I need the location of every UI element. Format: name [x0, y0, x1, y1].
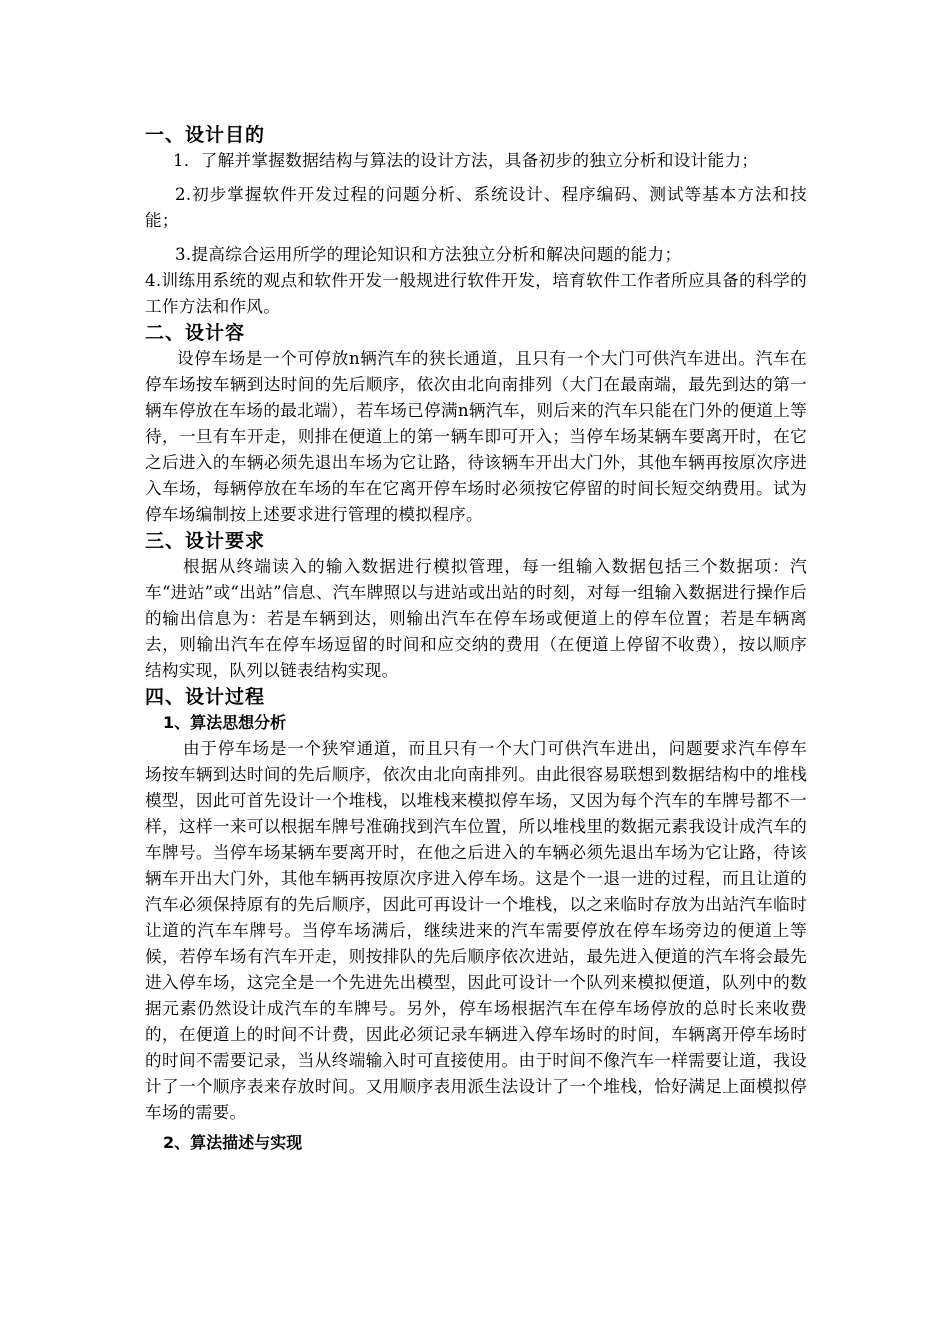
section-heading-requirements: 三、设计要求	[145, 530, 266, 552]
subheading-algorithm-description: 2、算法描述与实现	[163, 1133, 303, 1152]
purpose-item-3: 3.提高综合运用所学的理论知识和方法独立分析和解决问题的能力；	[175, 245, 682, 264]
algorithm-analysis-paragraph: 由于停车场是一个狭窄通道，而且只有一个大门可供汽车进出，问题要求汽车停车场按车辆到达时间的先后顺序，依次由北向南排列。由此很容易联想到数据结构中的堆栈模型，因此可首先设计一个堆栈，以堆栈来模拟停车场，又因为每个汽车的车牌号都不一样，这样一来可以根据车牌号准确找到汽车位置，所以堆栈里的数据元素我设计成汽车的车牌号。当停车场某辆车要离开时，在他之后进入的车辆必须先退出车场为它让路，待该辆车开出大门外，其他车辆再按原次序进入停车场。这是个一退一进的过程，而且让道的汽车必须保持原有的先后顺序，因此可再设计一个堆栈，以之来临时存放为出站汽车临时让道的汽车车牌号。当停车场满后，继续进来的汽车需要停放在停车场旁边的便道上等候，若停车场有汽车开走，则按排队的先后顺序依次进站，最先进入便道的汽车将会最先进入停车场，这完全是一个先进先出模型，因此可设计一个队列来模拟便道，队列中的数据元素仍然设计成汽车的车牌号。另外，停车场根据汽车在停车场停放的总时长来收费的，在便道上的时间不计费，因此必须记录车辆进入停车场时的时间，车辆离开停车场时的时间不需要记录，当从终端输入时可直接使用。由于时间不像汽车一样需要让道，我设计了一个顺序表来存放时间。又用顺序表用派生法设计了一个堆栈，恰好满足上面模拟停车场的需要。	[145, 739, 807, 1122]
content-paragraph: 设停车场是一个可停放n辆汽车的狭长通道，且只有一个大门可供汽车进出。汽车在停车场按车辆到达时间的先后顺序，依次由北向南排列（大门在最南端，最先到达的第一辆车停放在车场的最北端），若车场已停满n辆汽车，则后来的汽车只能在门外的便道上等待，一旦有车开走，则排在便道上的第一辆车即可开入；当停车场某辆车要离开时，在它之后进入的车辆必须先退出车场为它让路，待该辆车开出大门外，其他车辆再按原次序进入车场，每辆停放在车场的车在它离开停车场时必须按它停留的时间长短交纳费用。试为停车场编制按上述要求进行管理的模拟程序。	[145, 349, 807, 524]
section-heading-content: 二、设计容	[145, 322, 246, 344]
purpose-item-1: 1．了解并掌握数据结构与算法的设计方法，具备初步的独立分析和设计能力；	[173, 151, 759, 170]
section-heading-purpose: 一、设计目的	[145, 124, 266, 146]
purpose-item-2: 2.初步掌握软件开发过程的问题分析、系统设计、程序编码、测试等基本方法和技能；	[145, 185, 807, 230]
document-page	[145, 122, 807, 1156]
purpose-item-4: 4.训练用系统的观点和软件开发一般规进行软件开发，培育软件工作者所应具备的科学的工作方法和作风。	[145, 271, 807, 316]
section-heading-process: 四、设计过程	[145, 686, 266, 708]
requirements-paragraph: 根据从终端读入的输入数据进行模拟管理，每一组输入数据包括三个数据项：汽车“进站”或“出站”信息、汽车牌照以与进站或出站的时刻，对每一组输入数据进行操作后的输出信息为：若是车辆到达，则输出汽车在停车场或便道上的停车位置；若是车辆离去，则输出汽车在停车场逗留的时间和应交纳的费用（在便道上停留不收费），按以顺序结构实现，队列以链表结构实现。	[145, 557, 807, 680]
subheading-algorithm-analysis: 1、算法思想分析	[163, 713, 287, 732]
